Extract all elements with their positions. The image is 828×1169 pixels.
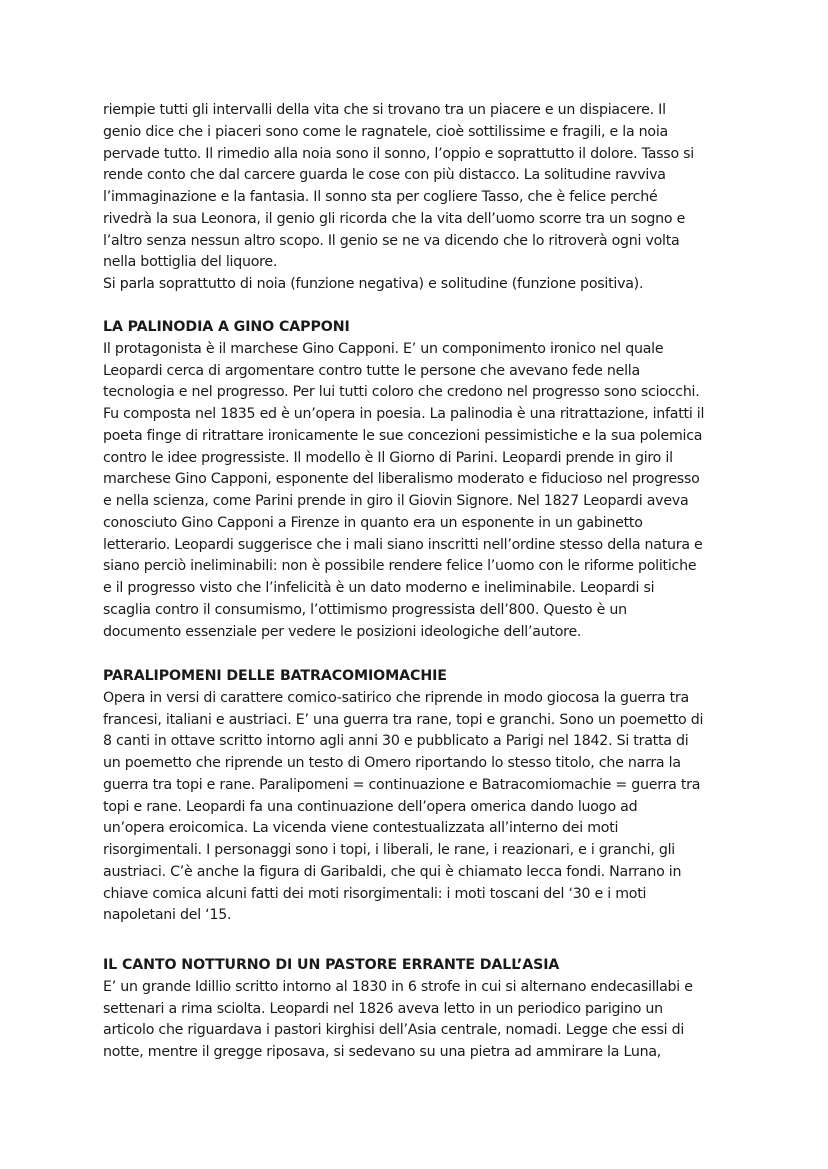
text-line: chiave comica alcuni fatti dei moti risorgimentali: i moti toscani del ‘30 e i moti [103, 885, 647, 902]
section-heading: IL CANTO NOTTURNO DI UN PASTORE ERRANTE DALL’ASIA [103, 957, 560, 973]
text-line: l’altro senza nessun altro scopo. Il genio se ne va dicendo che lo ritroverà ogni volta [103, 232, 680, 249]
text-line: notte, mentre il gregge riposava, si sedevano su una pietra ad ammirare la Luna, [103, 1044, 662, 1060]
text-line: rivedrà la sua Leonora, il genio gli ricorda che la vita dell’uomo scorre tra un sogno e [103, 210, 686, 227]
text-line: Il protagonista è il marchese Gino Capponi. E’ un componimento ironico nel quale [103, 340, 664, 357]
text-line: poeta finge di ritrattare ironicamente le sue concezioni pessimistiche e la sua polemica [103, 427, 703, 444]
text-line: un poemetto che riprende un testo di Omero riportando lo stesso titolo, che narra la [103, 755, 681, 771]
text-line: francesi, italiani e austriaci. E’ una guerra tra rane, topi e granchi. Sono un poemetto di [103, 711, 704, 728]
text-line: E’ un grande Idillio scritto intorno al 1830 in 6 strofe in cui si alternano endecasillabi e [103, 978, 693, 995]
text-line: Fu composta nel 1835 ed è un’opera in poesia. La palinodia è una ritrattazione, infatti il [103, 406, 705, 422]
text-line: riempie tutti gli intervalli della vita che si trovano tra un piacere e un dispiacere. Il [103, 102, 666, 118]
text-line: guerra tra topi e rane. Paralipomeni = continuazione e Batracomiomachie = guerra tra [103, 776, 701, 793]
text-line: conosciuto Gino Capponi a Firenze in quanto era un esponente in un gabinetto [103, 514, 643, 531]
section-heading: PARALIPOMENI DELLE BATRACOMIOMACHIE [103, 668, 447, 684]
text-line: siano perciò ineliminabili: non è possibile rendere felice l’uomo con le riforme politiche [103, 558, 697, 575]
text-line: rende conto che dal carcere guarda le cose con più distacco. La solitudine ravviva [103, 167, 666, 184]
text-line: marchese Gino Capponi, esponente del liberalismo moderato e fiducioso nel progresso [103, 471, 700, 488]
text-line: topi e rane. Leopardi fa una continuazione dell’opera omerica dando luogo ad [103, 798, 638, 815]
text-line: austriaci. C’è anche la figura di Garibaldi, che qui è chiamato lecca fondi. Narrano in [103, 863, 682, 880]
text-line: Opera in versi di carattere comico-satirico che riprende in modo giocosa la guerra tra [103, 689, 689, 706]
text-line: un’opera eroicomica. La vicenda viene contestualizzata all’interno dei moti [103, 820, 619, 837]
text-line: articolo che riguardava i pastori kirghisi dell’Asia centrale, nomadi. Legge che essi di [103, 1022, 685, 1039]
text-line: nella bottiglia del liquore. [103, 254, 278, 271]
text-line: documento essenziale per vedere le posizioni ideologiche dell’autore. [103, 623, 582, 640]
text-line: e il progresso visto che l’infelicità è un dato moderno e ineliminabile. Leopardi si [103, 580, 655, 596]
section-palinodia [103, 317, 743, 643]
text-line: Leopardi cerca di argomentare contro tutte le persone che avevano fede nella [103, 362, 640, 379]
text-line: scaglia contro il consumismo, l’ottimismo progressista dell’800. Questo è un [103, 601, 627, 618]
text-line: letterario. Leopardi suggerisce che i mali siano inscritti nell’ordine stesso della natura e [103, 536, 703, 553]
section-paralipomeni [103, 666, 743, 927]
text-line: risorgimentali. I personaggi sono i topi, i liberali, le rane, i reazionari, e i granchi, gli [103, 842, 675, 858]
text-line: napoletani del ‘15. [103, 907, 232, 924]
section-tasso-continuation [103, 100, 743, 296]
text-line: Si parla soprattutto di noia (funzione negativa) e solitudine (funzione positiva). [103, 276, 644, 292]
text-line: 8 canti in ottave scritto intorno agli anni 30 e pubblicato a Parigi nel 1842. Si tratta di [103, 733, 689, 750]
text-line: l’immaginazione e la fantasia. Il sonno sta per cogliere Tasso, che è felice perché [103, 189, 658, 205]
text-line: genio dice che i piaceri sono come le ragnatele, cioè sottilissime e fragili, e la noia [103, 123, 668, 140]
section-canto-notturno [103, 955, 743, 1064]
text-line: contro le idee progressiste. Il modello è Il Giorno di Parini. Leopardi prende in giro il [103, 449, 673, 466]
text-line: pervade tutto. Il rimedio alla noia sono il sonno, l’oppio e soprattutto il dolore. Tasso si [103, 145, 694, 162]
text-line: e nella scienza, come Parini prende in giro il Giovin Signore. Nel 1827 Leopardi aveva [103, 493, 689, 509]
text-line: tecnologia e nel progresso. Per lui tutti coloro che credono nel progresso sono sciocchi. [103, 384, 700, 401]
section-heading: LA PALINODIA A GINO CAPPONI [103, 319, 350, 335]
text-line: settenari a rima sciolta. Leopardi nel 1826 aveva letto in un periodico parigino un [103, 1000, 663, 1017]
